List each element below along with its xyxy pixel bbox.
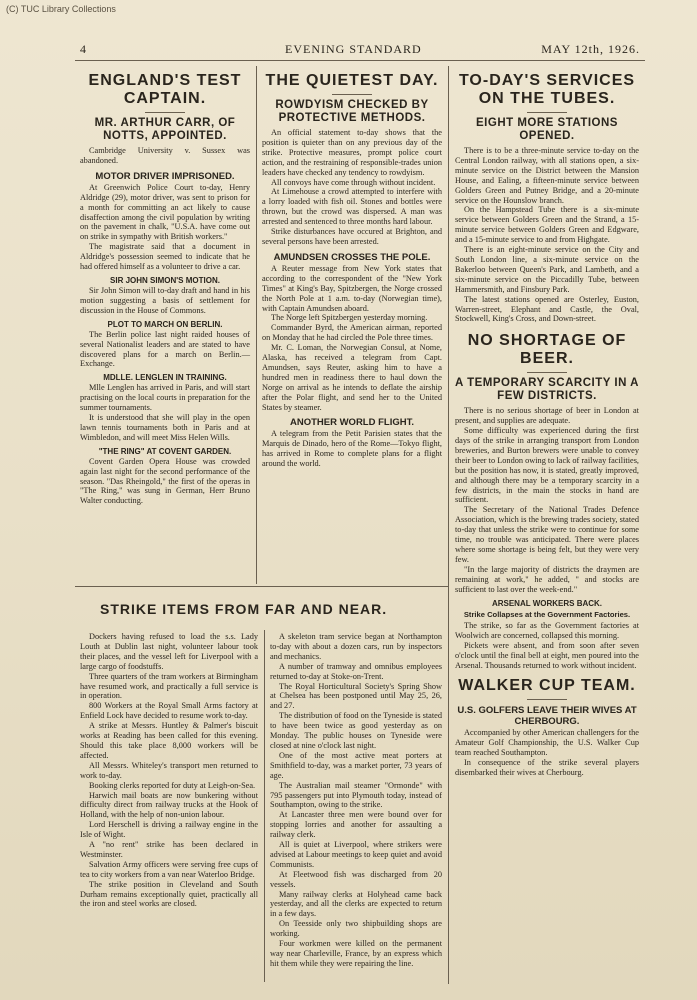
article-text: Mlle Lenglen has arrived in Paris, and will start practising on the local courts in preparation for the summer tournaments. xyxy=(80,383,250,413)
strike-item: Salvation Army officers were serving free cups of tea to city workers from a van near Waterloo Bridge. xyxy=(80,859,258,879)
article-text: There is an eight-minute service on the City and South London line, a six-minute service on the Bakerloo between Queen's Park, and Lambeth, and a six-minute service on the Piccadilly Tube, between Hammersmith, and Finsbury Park. xyxy=(455,245,639,294)
strike-item: The distribution of food on the Tyneside is stated to have been twice as good yesterday as on Monday. The public houses on Tyneside were closed at nine o'clock last night. xyxy=(270,711,442,750)
article-text: The magistrate said that a document in Aldridge's possession seemed to indicate that he had offered himself as a volunteer to drive a car. xyxy=(80,242,250,272)
strike-column-left xyxy=(80,632,258,909)
article-text: A telegram from the Petit Parisien states that the Marquis de Dinado, hero of the Rome—Tokyo flight, has arrived in Rome to complete plans for a flight around the world. xyxy=(262,429,442,469)
strike-column-right xyxy=(270,632,442,969)
strike-item: 800 Workers at the Royal Small Arms factory at Enfield Lock have decided to resume work to-day. xyxy=(80,701,258,721)
article-text: A Reuter message from New York states that according to the correspondent of the "New York Times" at King's Bay, Spitzbergen, the Norge crossed the North Pole at 1 a.m. to-day (Norwegian time), with Captain Amundsen aboard. xyxy=(262,263,442,313)
headline-simon: SIR JOHN SIMON'S MOTION. xyxy=(110,275,220,285)
article-text: Pickets were absent, and from soon after seven o'clock until the final bell at eight, men poured into the Arsenal. Thousands returned to work without incident. xyxy=(455,641,639,671)
page-header xyxy=(80,40,640,58)
headline-world-flight: ANOTHER WORLD FLIGHT. xyxy=(289,417,414,429)
strike-item: Dockers having refused to load the s.s. Lady Louth at Dublin last night, volunteer labour took their places, and the vessel left for Liverpool with a large cargo of foodstuffs. xyxy=(80,632,258,671)
issue-date: MAY 12th, 1926. xyxy=(541,42,640,56)
strike-item: A number of tramway and omnibus employees returned to-day at Stoke-on-Trent. xyxy=(270,661,442,681)
strike-item: A strike at Messrs. Huntley & Palmer's biscuit works at Reading has been called for this evening. Should this take place 8,000 workers will be affected. xyxy=(80,721,258,760)
headline-walker-cup: WALKER CUP TEAM. xyxy=(458,676,636,694)
article-text: Covent Garden Opera House was crowded again last night for the second performance of the season. "Das Rheingold," the first of the operas in "The Ring," was sung in German, Herr Bruno Walter conducting. xyxy=(80,456,250,506)
article-text: Accompanied by other American challengers for the Amateur Golf Championship, the U.S. Walker Cup team reached Southampton. xyxy=(455,727,639,757)
headline-motor-driver: MOTOR DRIVER IMPRISONED. xyxy=(95,170,235,182)
section-rule xyxy=(75,586,448,587)
article-text: At Greenwich Police Court to-day, Henry Aldridge (29), motor driver, was sent to prison for a month for committing an act likely to cause disaffection among the civil population by writing on the pavement in chalk, "U.S.A. have come out on strike in sympathy with British workers." xyxy=(80,182,250,242)
article-text: There is to be a three-minute service to-day on the Central London railway, with all stations open, a six-minute service on the District between the Mansion House, and Ealing, a fifteen-minute service between Golders Green and Putney Bridge, and a 20-minute service on the Hounslow branch. xyxy=(455,146,639,205)
article-text: The latest stations opened are Osterley, Euston, Warren-street, Elephant and Castle, the Oval, Stockwell, King's Cross, and Down-street. xyxy=(455,294,639,324)
article-text: The Norge left Spitzbergen yesterday morning. xyxy=(271,313,428,323)
article-text: There is no serious shortage of beer in London at present, and supplies are adequate. xyxy=(455,406,639,426)
strike-item: Three quarters of the tram workers at Birmingham have resumed work, and practically a full service is in operation. xyxy=(80,671,258,701)
subhead-stations: EIGHT MORE STATIONS OPENED. xyxy=(476,117,618,142)
article-text: Strike disturbances have occured at Brighton, and several persons have been arrested. xyxy=(262,227,442,246)
column-left xyxy=(80,72,250,506)
article-text: On the Hampstead Tube there is a six-minute service between Golders Green and the Strand, a 15-minute service between Golders Green and Edgware, and a 15-minute service to and from Highgate. xyxy=(455,205,639,245)
article-text: Sir John Simon will to-day draft and hand in his motion suggesting a basis of settlement for discussion in the House of Commons. xyxy=(80,285,250,315)
strike-item: Many railway clerks at Holyhead came back yesterday, and all the clerks are expected to return in a few days. xyxy=(270,889,442,919)
article-text: The Secretary of the National Trades Defence Association, which is the brewing trades society, stated to-day that unless the strike were to continue for some time, no trouble was anticipated. There were places where some shortage is being felt, but they were very few. xyxy=(455,505,639,564)
strike-item: At Fleetwood fish was discharged from 20 vessels. xyxy=(270,869,442,889)
divider xyxy=(145,112,185,113)
strike-item: The Royal Horticultural Society's Spring Show at Chelsea has been postponed until May 25, 26, and 27. xyxy=(270,681,442,711)
header-rule xyxy=(75,60,645,61)
divider xyxy=(527,112,567,113)
subhead-carr: MR. ARTHUR CARR, OF NOTTS, APPOINTED. xyxy=(94,117,236,142)
headline-arsenal: ARSENAL WORKERS BACK. xyxy=(491,598,603,608)
strike-item: Lord Herschell is driving a railway engine in the Isle of Wight. xyxy=(80,820,258,840)
strike-item: The strike position in Cleveland and South Durham remains exceptionally quiet, practically all the iron and steel works are closed. xyxy=(80,879,258,909)
column-rule xyxy=(264,630,265,982)
column-right xyxy=(455,72,639,778)
strike-item: All is quiet at Liverpool, where strikers were advised at Labour meetings to keep quiet and avoid Communists. xyxy=(270,840,442,869)
headline-amundsen: AMUNDSEN CROSSES THE POLE. xyxy=(273,251,431,263)
article-text: Cambridge University v. Sussex was abandoned. xyxy=(80,146,250,165)
strike-item: Four workmen were killed on the permanent way near Charleville, France, by an express which hit them while they were repairing the line. xyxy=(270,939,442,968)
article-text: All convoys have come through without incident. xyxy=(271,177,436,187)
strike-item: All Messrs. Whiteley's transport men returned to work to-day. xyxy=(80,760,258,780)
headline-ring: "THE RING" AT COVENT GARDEN. xyxy=(98,446,232,456)
article-text: In consequence of the strike several players disembarked their wives at Cherbourg. xyxy=(455,757,639,777)
column-rule xyxy=(256,66,257,584)
headline-strike-items: STRIKE ITEMS FROM FAR AND NEAR. xyxy=(100,601,388,617)
subhead-arsenal: Strike Collapses at the Government Factories. xyxy=(463,609,631,619)
column-middle xyxy=(262,72,442,469)
strike-item: A skeleton tram service began at Northampton to-day with about a dozen cars, run by inspectors and mechanics. xyxy=(270,632,442,661)
subhead-scarcity: A TEMPORARY SCARCITY IN A FEW DISTRICTS. xyxy=(455,377,639,403)
article-text: "In the large majority of districts the draymen are remaining at work," he added, " and stocks are sufficient to last over the week-end." xyxy=(455,564,639,594)
headline-berlin: PLOT TO MARCH ON BERLIN. xyxy=(107,319,223,329)
article-text: Some difficulty was experienced during the first days of the strike in arranging transport from London breweries, and Burton brewers were unable to convey their beer to London owing to lack of railway facilities, but the position has now, it is stated, greatly improved, and although there may be a temporary scarcity in a few districts, in the main the stocks in hand are sufficient. xyxy=(455,426,639,505)
divider xyxy=(332,94,372,95)
article-text: The strike, so far as the Government factories at Woolwich are concerned, collapsed this morning. xyxy=(455,621,639,641)
article-text: At Limehouse a crowd attempted to interfere with a lorry loaded with fish oil. Stones and bottles were thrown, but the crowd was dispersed. A man was arrested and sentenced to three months hard labour. xyxy=(262,187,442,227)
column-rule xyxy=(448,66,449,984)
headline-quietest-day: THE QUIETEST DAY. xyxy=(265,72,439,89)
headline-lenglen: MDLLE. LENGLEN IN TRAINING. xyxy=(103,373,227,383)
article-text: It is understood that she will play in the open lawn tennis tournaments both in Paris and at Wimbledon, and will meet Miss Helen Wills. xyxy=(80,413,250,442)
headline-test-captain: ENGLAND'S TEST CAPTAIN. xyxy=(88,72,242,107)
strike-item: One of the most active meat porters at Smithfield to-day, was a market porter, 73 years of age. xyxy=(270,750,442,780)
copyright-notice: (C) TUC Library Collections xyxy=(6,4,116,14)
paper-title: EVENING STANDARD xyxy=(285,42,422,56)
subhead-rowdyism: ROWDYISM CHECKED BY PROTECTIVE METHODS. xyxy=(275,99,429,124)
headline-tubes: TO-DAY'S SERVICES ON THE TUBES. xyxy=(458,72,636,107)
article-text: An official statement to-day shows that the position is quieter than on any previous day of the strike. Protective measures, prompt police court action, and the restraining of responsible-trades union leaders have checked any tendency to rowdyism. xyxy=(262,128,442,177)
divider xyxy=(527,699,567,700)
article-text: Mr. C. Loman, the Norwegian Consul, at Nome, Alaska, has received a telegram from Capt. Amundsen, says Reuter, asking him to have a hundred men in readiness there to haul down the Norge on arrival as he intends to deflate the airship after the Polar flight, and send her to the United States by steamer. xyxy=(262,343,442,412)
article-text: Commander Byrd, the American airman, reported on Monday that he had circled the Pole three times. xyxy=(262,323,442,343)
article-text: The Berlin police last night raided houses of several Nationalist leaders and are stated to have discovered plans for a march on Berlin.—Exchange. xyxy=(80,329,250,369)
subhead-golfers: U.S. GOLFERS LEAVE THEIR WIVES AT CHERBOURG. xyxy=(457,704,637,727)
divider xyxy=(527,372,567,373)
strike-item: On Teesside only two shipbuilding shops are working. xyxy=(270,919,442,939)
headline-beer: NO SHORTAGE OF BEER. xyxy=(467,332,627,368)
strike-item: The Australian mail steamer "Ormonde" with 795 passengers put into Plymouth today, instead of Southampton, owing to the strike. xyxy=(270,780,442,810)
strike-item: At Lancaster three men were bound over for stopping lorries and another for assaulting a railway clerk. xyxy=(270,810,442,840)
strike-item: A "no rent" strike has been declared in Westminster. xyxy=(80,840,258,859)
strike-item: Booking clerks reported for duty at Leigh-on-Sea. xyxy=(89,780,256,790)
page-number: 4 xyxy=(80,42,87,56)
strike-item: Harwich mail boats are now bunkering without difficulty direct from railway trucks at the Hook of Holland, with the help of non-union labour. xyxy=(80,790,258,820)
